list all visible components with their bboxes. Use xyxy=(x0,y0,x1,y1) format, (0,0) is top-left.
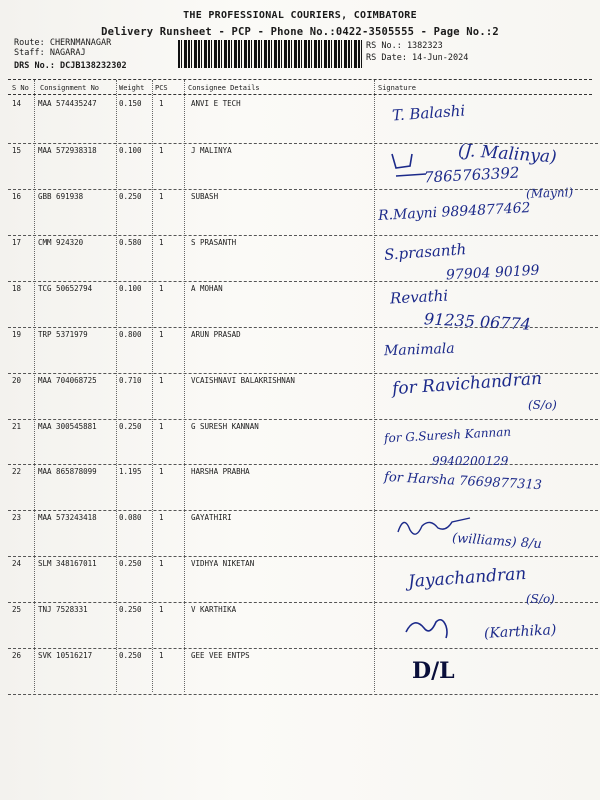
row-consignment-no: TNJ 7528331 xyxy=(38,605,88,614)
signature-23: (williams) 8/u xyxy=(451,530,543,553)
row-consignee: ARUN PRASAD xyxy=(191,330,241,339)
row-consignee: G SURESH KANNAN xyxy=(191,422,259,431)
row-consignee: VIDHYA NIKETAN xyxy=(191,559,255,568)
row-weight: 0.250 xyxy=(119,605,142,614)
row-pcs: 1 xyxy=(159,99,164,108)
signature-16-note: (Mayni) xyxy=(525,185,574,201)
row-pcs: 1 xyxy=(159,238,164,247)
signature-15-scribble xyxy=(392,154,426,176)
row-sno: 14 xyxy=(12,99,22,108)
row-weight: 0.250 xyxy=(119,422,142,431)
row-consignee: VCAISHNAVI BALAKRISHNAN xyxy=(191,376,295,385)
row-weight: 0.150 xyxy=(119,99,142,108)
col-signature: Signature xyxy=(378,84,416,92)
row-pcs: 1 xyxy=(159,605,164,614)
signature-25: (Karthika) xyxy=(483,622,557,642)
row-pcs: 1 xyxy=(159,146,164,155)
signature-15: (J. Malinya) xyxy=(457,140,558,168)
row-weight: 0.710 xyxy=(119,376,142,385)
signature-24-note: (S/o) xyxy=(526,592,555,606)
drs-number: DRS No.: DCJB138232302 xyxy=(14,61,127,71)
row-pcs: 1 xyxy=(159,651,164,660)
signature-17: S.prasanth xyxy=(383,240,467,264)
row-sno: 18 xyxy=(12,284,22,293)
row-pcs: 1 xyxy=(159,330,164,339)
col-consignment: Consignment No xyxy=(40,84,100,92)
col-sno: S No xyxy=(12,84,29,92)
row-consignee: V KARTHIKA xyxy=(191,605,237,614)
signature-20-note: (S/o) xyxy=(528,398,557,412)
row-consignment-no: MAA 300545881 xyxy=(38,422,97,431)
row-consignee: HARSHA PRABHA xyxy=(191,467,250,476)
row-consignee: S PRASANTH xyxy=(191,238,237,247)
staff-label: Staff: NAGARAJ xyxy=(14,48,86,58)
row-consignment-no: SLM 348167011 xyxy=(38,559,97,568)
row-weight: 0.580 xyxy=(119,238,142,247)
row-pcs: 1 xyxy=(159,513,164,522)
row-weight: 0.250 xyxy=(119,559,142,568)
row-sno: 20 xyxy=(12,376,22,385)
signature-20: for Ravichandran xyxy=(391,368,543,400)
row-consignee: SUBASH xyxy=(191,192,219,201)
row-sno: 17 xyxy=(12,238,22,247)
col-consignee: Consignee Details xyxy=(188,84,260,92)
row-consignment-no: MAA 865878099 xyxy=(38,467,97,476)
signature-21: for G.Suresh Kannan xyxy=(383,424,512,446)
row-weight: 1.195 xyxy=(119,467,142,476)
row-weight: 0.800 xyxy=(119,330,142,339)
rs-number: RS No.: 1382323 xyxy=(366,41,443,51)
row-sno: 22 xyxy=(12,467,22,476)
signature-18: Revathi xyxy=(389,286,449,308)
row-weight: 0.100 xyxy=(119,146,142,155)
row-pcs: 1 xyxy=(159,467,164,476)
row-sno: 19 xyxy=(12,330,22,339)
signature-23-scribble xyxy=(398,518,470,534)
row-consignment-no: SVK 10516217 xyxy=(38,651,93,660)
row-consignment-no: MAA 572938318 xyxy=(38,146,97,155)
signature-15-phone: 7865763392 xyxy=(423,163,520,187)
col-weight: Weight xyxy=(119,84,145,92)
row-consignment-no: MAA 574435247 xyxy=(38,99,97,108)
row-sno: 26 xyxy=(12,651,22,660)
row-consignment-no: TCG 50652794 xyxy=(38,284,93,293)
row-consignee: GAYATHIRI xyxy=(191,513,232,522)
route-label: Route: CHERNMANAGAR xyxy=(14,38,112,48)
row-consignment-no: GBB 691938 xyxy=(38,192,84,201)
row-pcs: 1 xyxy=(159,284,164,293)
col-pcs: PCS xyxy=(155,84,168,92)
row-pcs: 1 xyxy=(159,376,164,385)
row-sno: 23 xyxy=(12,513,22,522)
row-consignee: ANVI E TECH xyxy=(191,99,241,108)
row-consignee: A MOHAN xyxy=(191,284,223,293)
row-weight: 0.250 xyxy=(119,192,142,201)
row-sno: 15 xyxy=(12,146,22,155)
row-consignment-no: TRP 5371979 xyxy=(38,330,88,339)
row-pcs: 1 xyxy=(159,422,164,431)
signature-16: R.Mayni 9894877462 xyxy=(377,200,531,224)
signature-14: T. Balashi xyxy=(391,101,466,125)
row-consignee: J MALINYA xyxy=(191,146,232,155)
signature-18-phone: 91235 06774 xyxy=(423,309,532,334)
signature-22: for Harsha 7669877313 xyxy=(383,469,543,494)
signature-19: Manimala xyxy=(383,340,455,360)
delivery-mark: D/L xyxy=(412,658,455,684)
row-weight: 0.080 xyxy=(119,513,142,522)
row-weight: 0.100 xyxy=(119,284,142,293)
signature-24: Jayachandran xyxy=(407,563,527,593)
signature-25-scribble xyxy=(406,620,447,638)
row-sno: 25 xyxy=(12,605,22,614)
row-consignment-no: MAA 573243418 xyxy=(38,513,97,522)
row-consignee: GEE VEE ENTPS xyxy=(191,651,250,660)
signature-21-phone: 9940200129 xyxy=(432,454,509,468)
row-sno: 21 xyxy=(12,422,22,431)
row-sno: 24 xyxy=(12,559,22,568)
row-consignment-no: MAA 704068725 xyxy=(38,376,97,385)
row-weight: 0.250 xyxy=(119,651,142,660)
runsheet-subtitle: Delivery Runsheet - PCP - Phone No.:0422-3505555 - Page No.:2 xyxy=(101,26,499,38)
row-sno: 16 xyxy=(12,192,22,201)
rs-date: RS Date: 14-Jun-2024 xyxy=(366,53,469,63)
row-pcs: 1 xyxy=(159,192,164,201)
signature-17-phone: 97904 90199 xyxy=(445,262,540,284)
row-consignment-no: CMM 924320 xyxy=(38,238,84,247)
row-pcs: 1 xyxy=(159,559,164,568)
company-title: THE PROFESSIONAL COURIERS, COIMBATORE xyxy=(183,10,417,21)
